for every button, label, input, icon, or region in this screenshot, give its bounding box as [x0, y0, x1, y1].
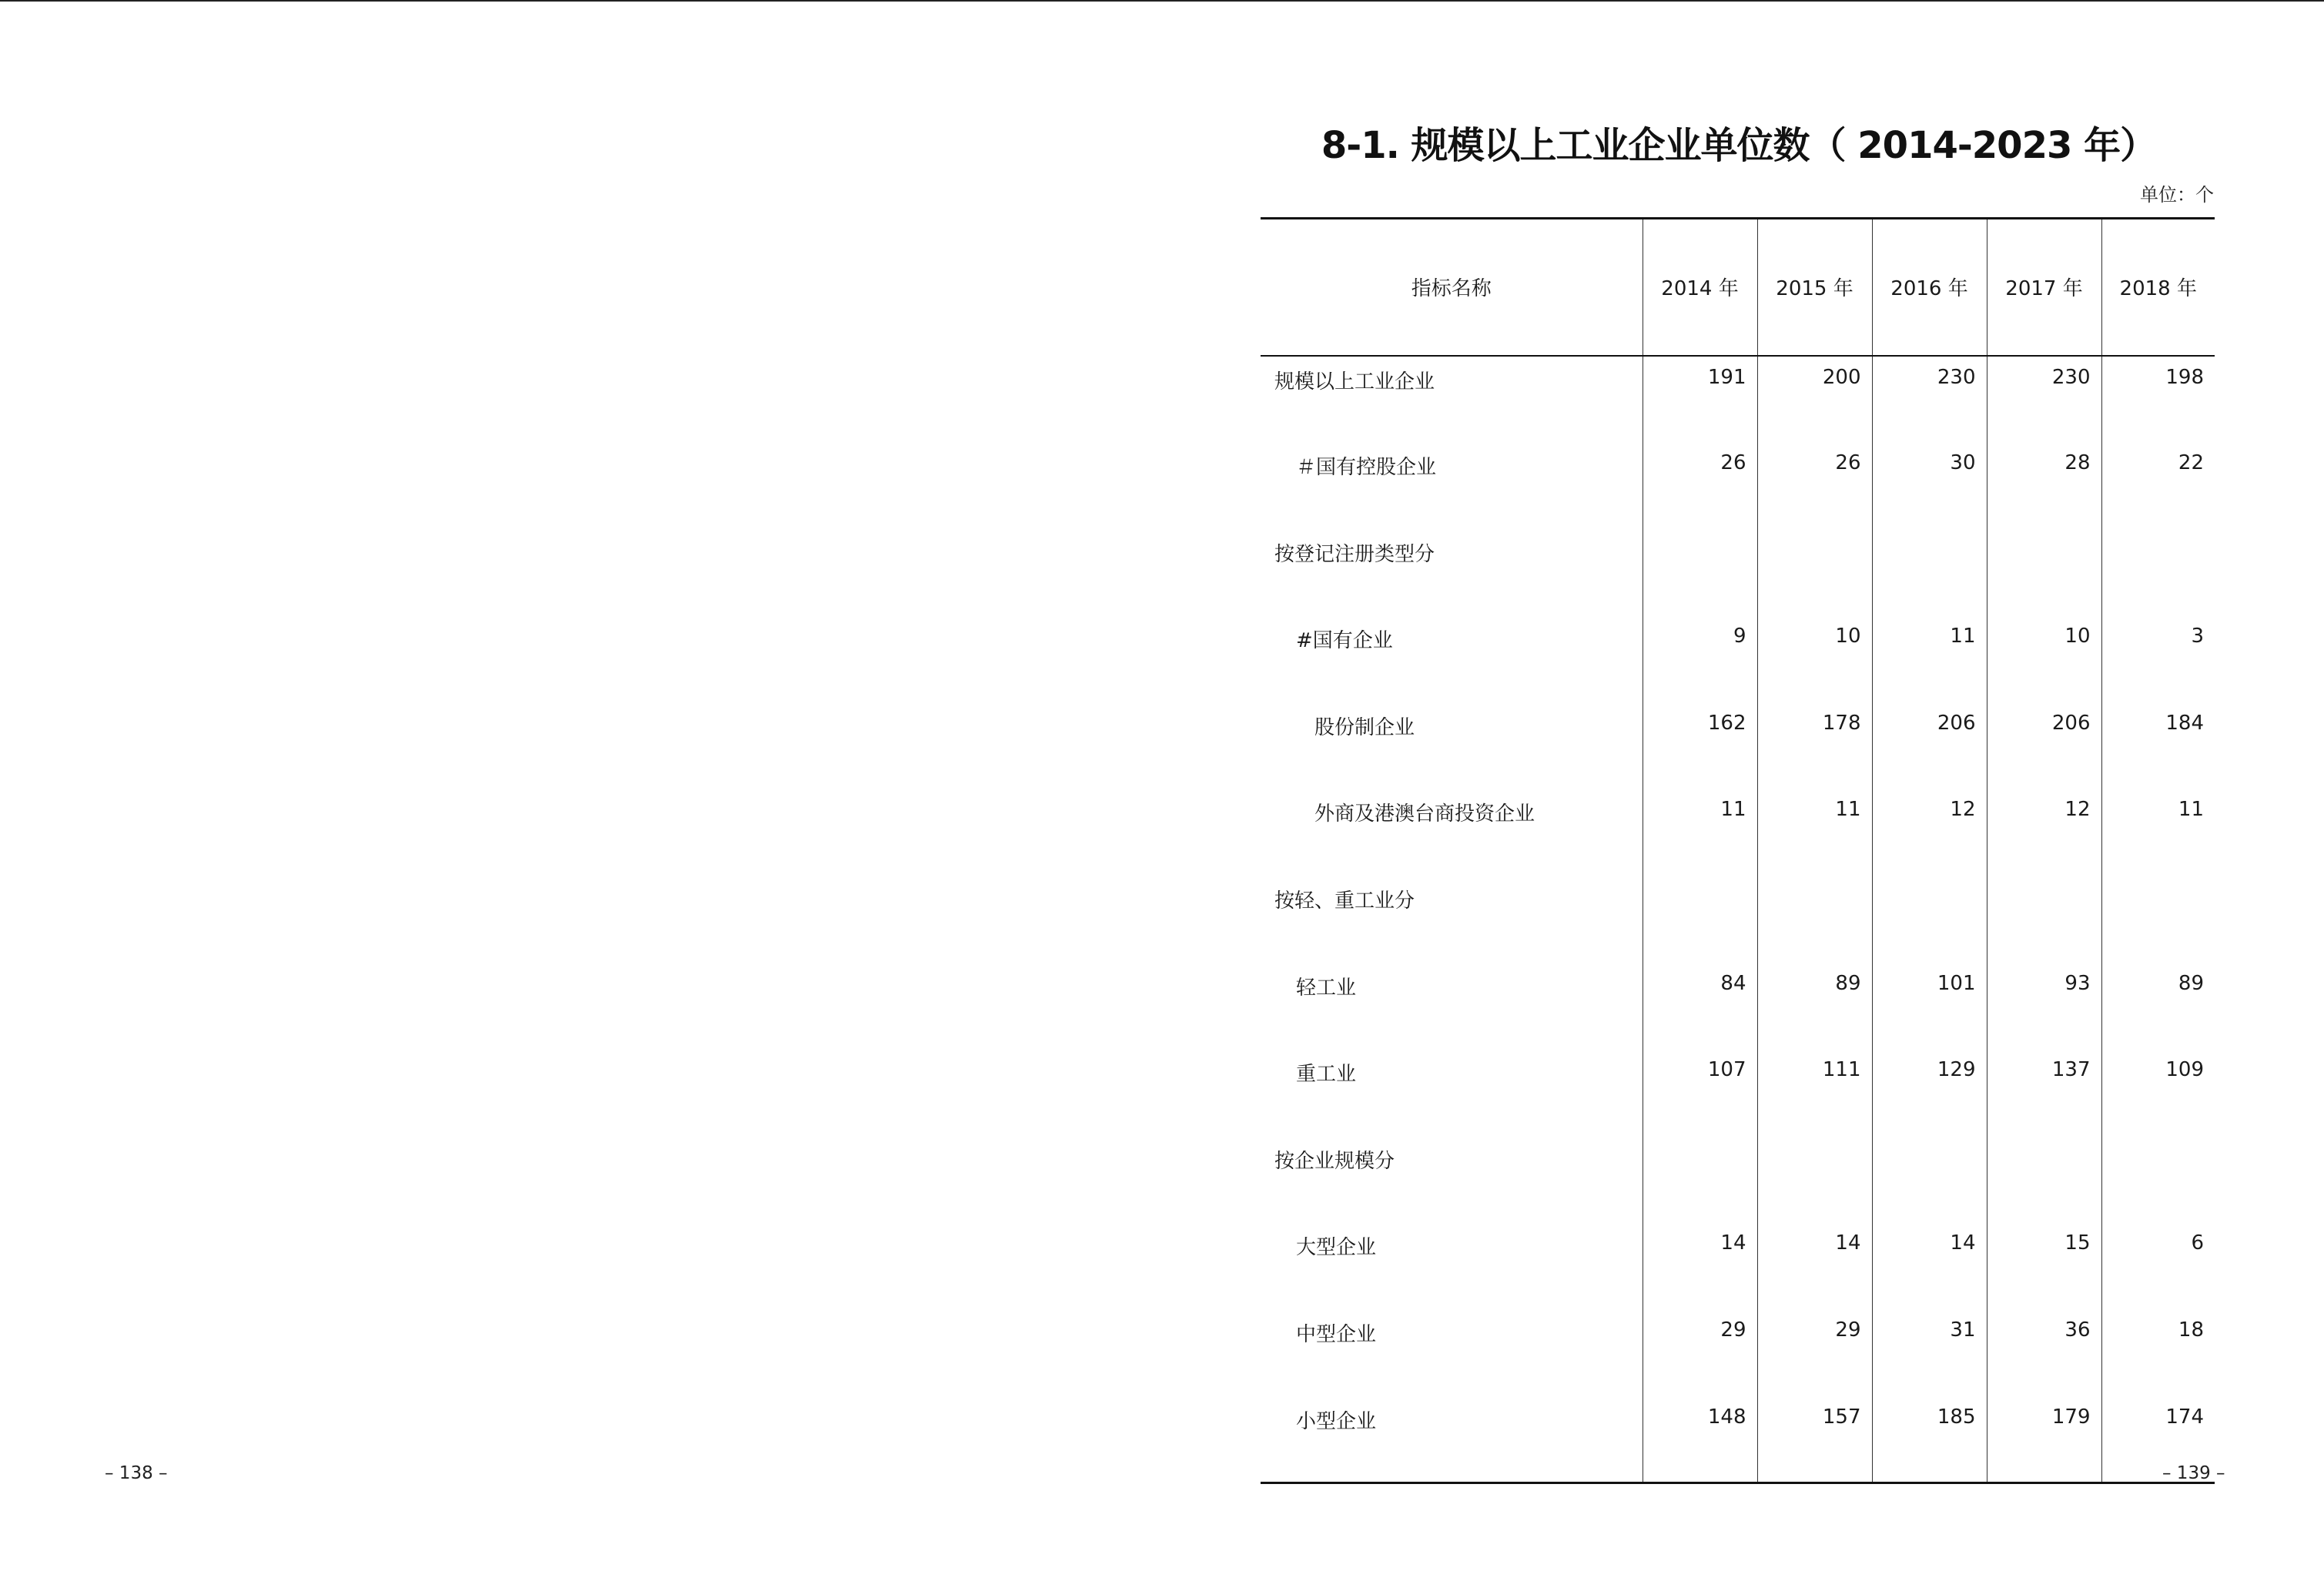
top-border: [0, 0, 2324, 2]
table-cell: 9: [1643, 615, 1757, 702]
table-cell: 111: [1757, 1049, 1872, 1136]
table-cell: [1872, 876, 1987, 963]
table-row: [1261, 529, 2215, 616]
table-cell: 29: [1757, 1309, 1872, 1396]
table-cell: 174: [2101, 1396, 2215, 1483]
table-cell: [1757, 876, 1872, 963]
table-cell: 31: [1872, 1309, 1987, 1396]
row-label: 中型企业: [1296, 1323, 1377, 1347]
table-cell: [1987, 1136, 2101, 1223]
table-cell: 18: [2101, 1309, 2215, 1396]
table-row: [1261, 702, 2215, 789]
row-label: ＃国有控股企业: [1296, 456, 1437, 480]
table-cell: 93: [1987, 963, 2101, 1050]
page-title: 8-1. 规模以上工业企业单位数（ 2014-2023 年）: [1321, 124, 2157, 167]
table-cell: 107: [1643, 1049, 1757, 1136]
row-label: 轻工业: [1296, 976, 1357, 1000]
table-cell: 109: [2101, 1049, 2215, 1136]
page-number-right: – 139 –: [2162, 1463, 2225, 1483]
column-header-2015: 2015 年: [1757, 219, 1872, 356]
table-cell: [1643, 876, 1757, 963]
column-header-2017: 2017 年: [1987, 219, 2101, 356]
table-cell: 26: [1643, 442, 1757, 529]
table-cell: 36: [1987, 1309, 2101, 1396]
table-cell: 179: [1987, 1396, 2101, 1483]
table-header-row: [1261, 219, 2215, 356]
table-row: [1261, 615, 2215, 702]
table-cell: 157: [1757, 1396, 1872, 1483]
table-cell: 198: [2101, 356, 2215, 443]
column-header-2016: 2016 年: [1872, 219, 1987, 356]
table-cell: [1987, 876, 2101, 963]
row-label: 规模以上工业企业: [1274, 370, 1435, 394]
column-header-2014: 2014 年: [1643, 219, 1757, 356]
table-cell: 6: [2101, 1222, 2215, 1309]
table-cell: 200: [1757, 356, 1872, 443]
row-label: 股份制企业: [1314, 715, 1415, 739]
table-cell: 14: [1757, 1222, 1872, 1309]
table-cell: 206: [1987, 702, 2101, 789]
row-label: 外商及港澳台商投资企业: [1314, 802, 1535, 826]
table-cell: 11: [1872, 615, 1987, 702]
table-cell: 185: [1872, 1396, 1987, 1483]
table-cell: 191: [1643, 356, 1757, 443]
table-row: [1261, 356, 2215, 443]
table-cell: 101: [1872, 963, 1987, 1050]
table-cell: 14: [1872, 1222, 1987, 1309]
table-row: [1261, 1396, 2215, 1483]
table-cell: 230: [1987, 356, 2101, 443]
table-row: [1261, 789, 2215, 876]
table-row: [1261, 1049, 2215, 1136]
table-cell: [1757, 1136, 1872, 1223]
table-row: [1261, 876, 2215, 963]
table-row: [1261, 1222, 2215, 1309]
table-cell: [2101, 876, 2215, 963]
table-cell: 129: [1872, 1049, 1987, 1136]
table-cell: 22: [2101, 442, 2215, 529]
table-cell: 206: [1872, 702, 1987, 789]
table-cell: 230: [1872, 356, 1987, 443]
row-label: 按轻、重工业分: [1274, 889, 1415, 913]
table-cell: 178: [1757, 702, 1872, 789]
table-cell: 11: [1643, 789, 1757, 876]
table-cell: 184: [2101, 702, 2215, 789]
column-header-2018: 2018 年: [2101, 219, 2215, 356]
table-cell: 3: [2101, 615, 2215, 702]
table-cell: [2101, 1136, 2215, 1223]
table-cell: [1643, 1136, 1757, 1223]
table-cell: 89: [1757, 963, 1872, 1050]
table-cell: 30: [1872, 442, 1987, 529]
table-cell: 89: [2101, 963, 2215, 1050]
unit-label: 单位：个: [2140, 184, 2214, 206]
table-cell: 162: [1643, 702, 1757, 789]
row-label: 按登记注册类型分: [1274, 542, 1435, 566]
table-row: [1261, 1309, 2215, 1396]
data-table: [1261, 217, 2215, 1484]
table-cell: 26: [1757, 442, 1872, 529]
table-cell: [1987, 529, 2101, 616]
table-cell: [1872, 529, 1987, 616]
table-cell: 137: [1987, 1049, 2101, 1136]
table-cell: 11: [1757, 789, 1872, 876]
table-cell: 84: [1643, 963, 1757, 1050]
table-cell: [2101, 529, 2215, 616]
page-number-left: – 138 –: [105, 1463, 168, 1483]
table-cell: 12: [1872, 789, 1987, 876]
table-row: [1261, 1136, 2215, 1223]
table-cell: 11: [2101, 789, 2215, 876]
table-cell: [1643, 529, 1757, 616]
table-cell: 28: [1987, 442, 2101, 529]
table-cell: 12: [1987, 789, 2101, 876]
row-label: 大型企业: [1296, 1236, 1377, 1260]
table-cell: 29: [1643, 1309, 1757, 1396]
row-label: 按企业规模分: [1274, 1149, 1395, 1173]
row-label: 重工业: [1296, 1063, 1357, 1087]
table-cell: [1872, 1136, 1987, 1223]
row-label: 小型企业: [1261, 1396, 1643, 1483]
table-cell: 148: [1643, 1396, 1757, 1483]
table-cell: 10: [1987, 615, 2101, 702]
table-cell: 10: [1757, 615, 1872, 702]
table-cell: [1757, 529, 1872, 616]
row-label: #国有企业: [1296, 629, 1393, 653]
column-header-indicator: 指标名称: [1261, 219, 1643, 356]
table-cell: 14: [1643, 1222, 1757, 1309]
table-cell: 15: [1987, 1222, 2101, 1309]
table-row: [1261, 963, 2215, 1050]
table-row: [1261, 442, 2215, 529]
